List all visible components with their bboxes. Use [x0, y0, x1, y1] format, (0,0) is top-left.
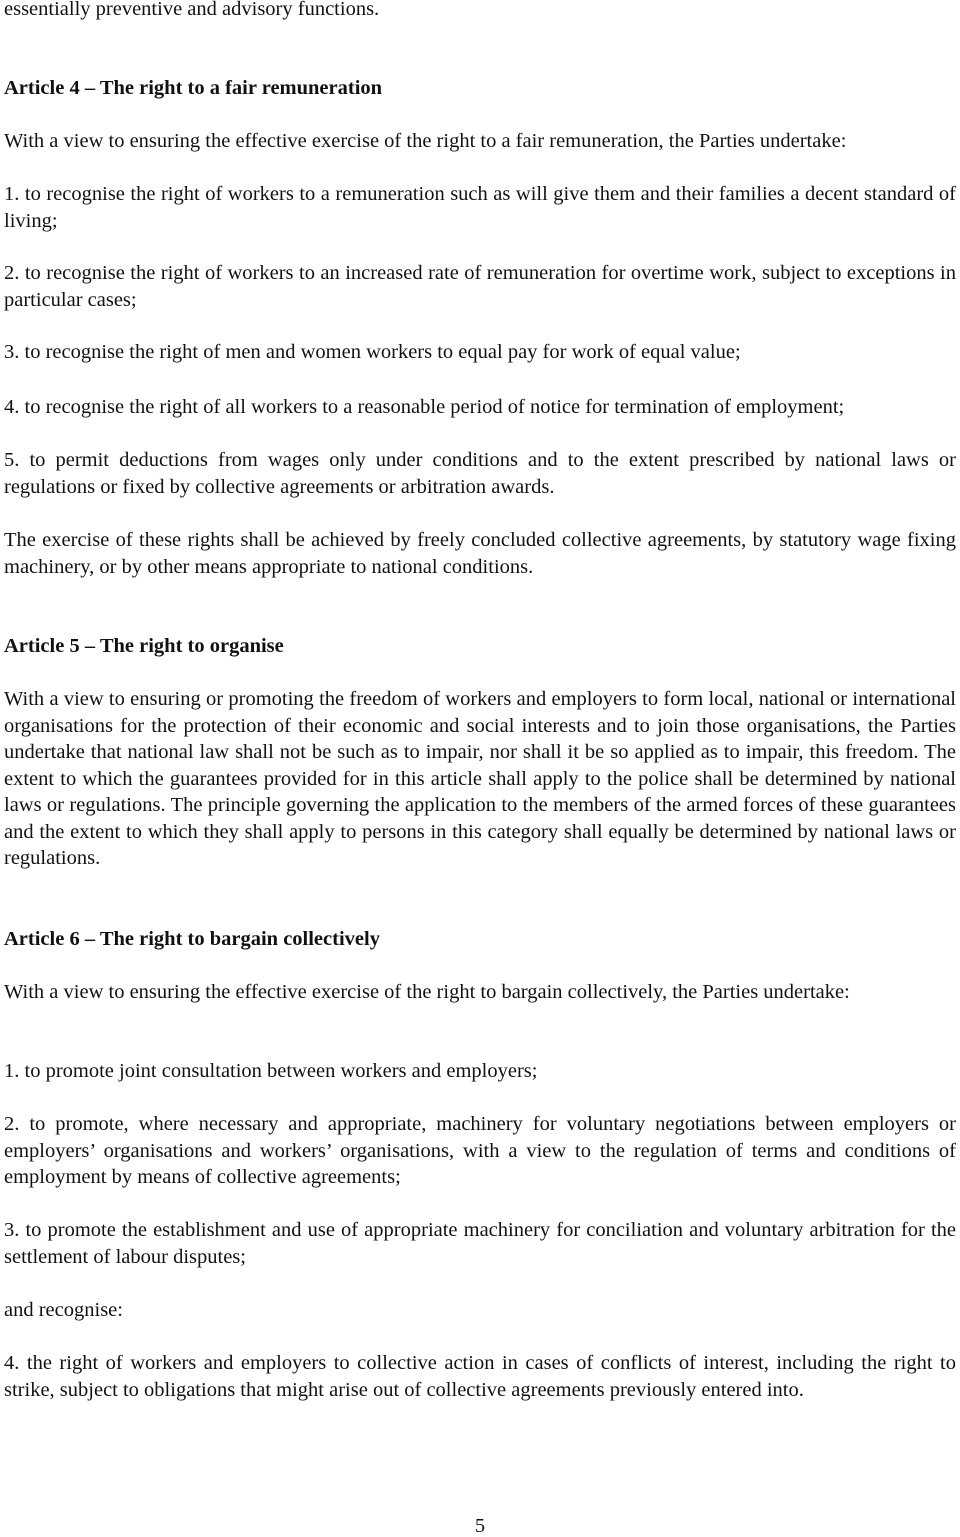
article-4-item-2: 2. to recognise the right of workers to an increased rate of remuneration for overtime work, subject to exceptions in particular cases; — [4, 262, 956, 311]
article-4-item-4: 4. to recognise the right of all workers to a reasonable period of notice for termination of employment; — [4, 396, 845, 418]
article-6-item-4: 4. the right of workers and employers to collective action in cases of conflicts of interest, including the right to strike, subject to obligations that might arise out of collective agreements previously entered into. — [4, 1352, 956, 1401]
article-5-heading: Article 5 – The right to organise — [4, 635, 284, 657]
article-4-item-3: 3. to recognise the right of men and women workers to equal pay for work of equal value; — [4, 341, 741, 363]
article-6-intro: With a view to ensuring the effective exercise of the right to bargain collectively, the Parties undertake: — [4, 981, 850, 1003]
article-6-item-2: 2. to promote, where necessary and appropriate, machinery for voluntary negotiations between employers or employers’ organisations and workers’ organisations, with a view to the regulation of terms and conditions of employment by means of collective agreements; — [4, 1113, 956, 1188]
article-6-item-1: 1. to promote joint consultation between workers and employers; — [4, 1060, 538, 1082]
article-5-body: With a view to ensuring or promoting the freedom of workers and employers to form local, national or international organisations for the protection of their economic and social interests and to join those organisations, the Parties undertake that national law shall not be such as to impair, nor shall it be so applied as to impair, this freedom. The extent to which the guarantees provided for in this article shall apply to the police shall be determined by national laws or regulations. The principle governing the application to the members of the armed forces of these guarantees and the extent to which they shall apply to persons in this category shall equally be determined by national laws or regulations. — [4, 688, 956, 869]
article-6-item-3: 3. to promote the establishment and use of appropriate machinery for conciliation and voluntary arbitration for the settlement of labour disputes; — [4, 1219, 956, 1268]
article-4-closing: The exercise of these rights shall be achieved by freely concluded collective agreements, by statutory wage fixing machinery, or by other means appropriate to national conditions. — [4, 529, 956, 578]
article-4-item-5: 5. to permit deductions from wages only under conditions and to the extent prescribed by national laws or regulations or fixed by collective agreements or arbitration awards. — [4, 449, 956, 498]
article-6-heading: Article 6 – The right to bargain collectively — [4, 928, 380, 950]
article-4-heading: Article 4 – The right to a fair remuneration — [4, 77, 383, 99]
lead-text: essentially preventive and advisory functions. — [4, 0, 380, 20]
article-4-item-1: 1. to recognise the right of workers to a remuneration such as will give them and their families a decent standard of living; — [4, 183, 956, 232]
article-6-and-recognise: and recognise: — [4, 1299, 123, 1321]
article-4-intro: With a view to ensuring the effective exercise of the right to a fair remuneration, the Parties undertake: — [4, 130, 847, 152]
page-number: 5 — [474, 1515, 486, 1537]
